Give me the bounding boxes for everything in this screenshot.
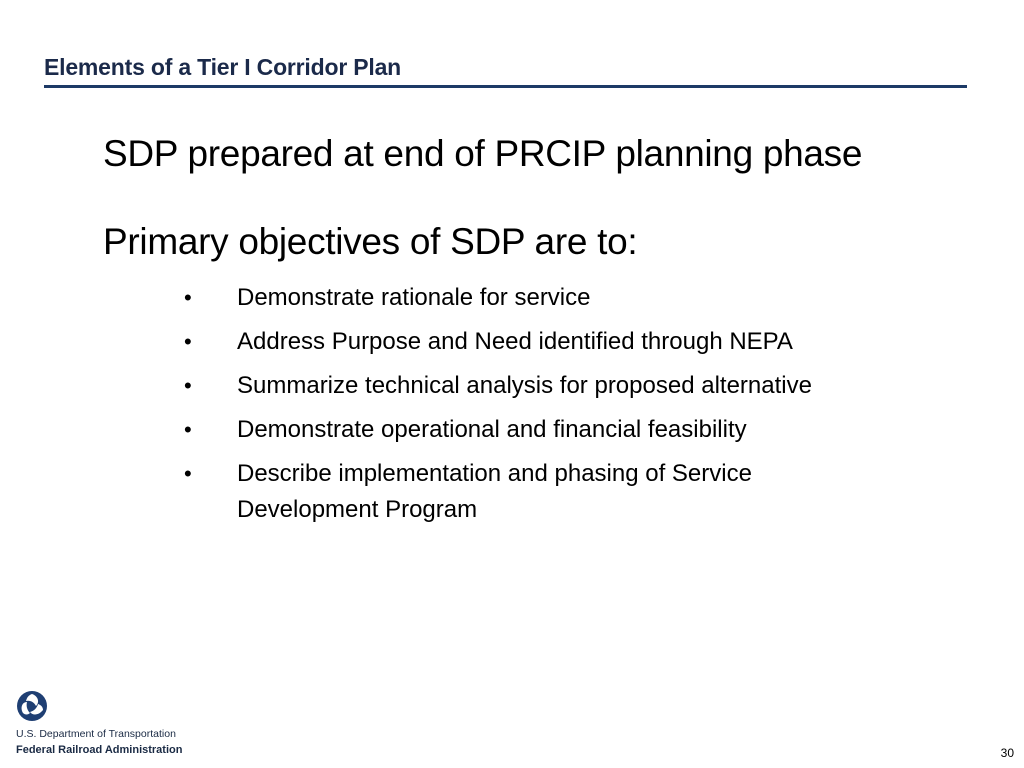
slide-title: Elements of a Tier I Corridor Plan (44, 54, 402, 80)
usdot-fra-logo (16, 690, 216, 760)
list-item (182, 456, 962, 528)
title-divider (44, 85, 967, 88)
bullet-icon: • (184, 461, 192, 486)
main-point-sdp-prepared: SDP prepared at end of PRCIP planning phase (103, 133, 863, 174)
list-item (182, 412, 962, 448)
bullet-text: Address Purpose and Need identified through NEPA (237, 328, 793, 355)
list-item (182, 324, 962, 360)
page-number: 30 (1000, 746, 1014, 760)
bullet-icon: • (184, 373, 192, 398)
usdot-triskelion-icon (16, 690, 48, 722)
list-item (182, 368, 962, 404)
bullet-text: Summarize technical analysis for proposed alternative (237, 372, 812, 399)
department-name: U.S. Department of Transportation (16, 728, 176, 740)
administration-name: Federal Railroad Administration (16, 744, 183, 756)
bullet-text: Describe implementation and phasing of Service Development Program (237, 460, 752, 523)
bullet-text: Demonstrate operational and financial feasibility (237, 416, 747, 443)
list-item (182, 280, 962, 316)
bullet-icon: • (184, 285, 192, 310)
objectives-list (182, 280, 962, 536)
main-point-primary-objectives: Primary objectives of SDP are to: (103, 221, 638, 262)
bullet-icon: • (184, 329, 192, 354)
bullet-icon: • (184, 417, 192, 442)
bullet-text: Demonstrate rationale for service (237, 284, 591, 311)
